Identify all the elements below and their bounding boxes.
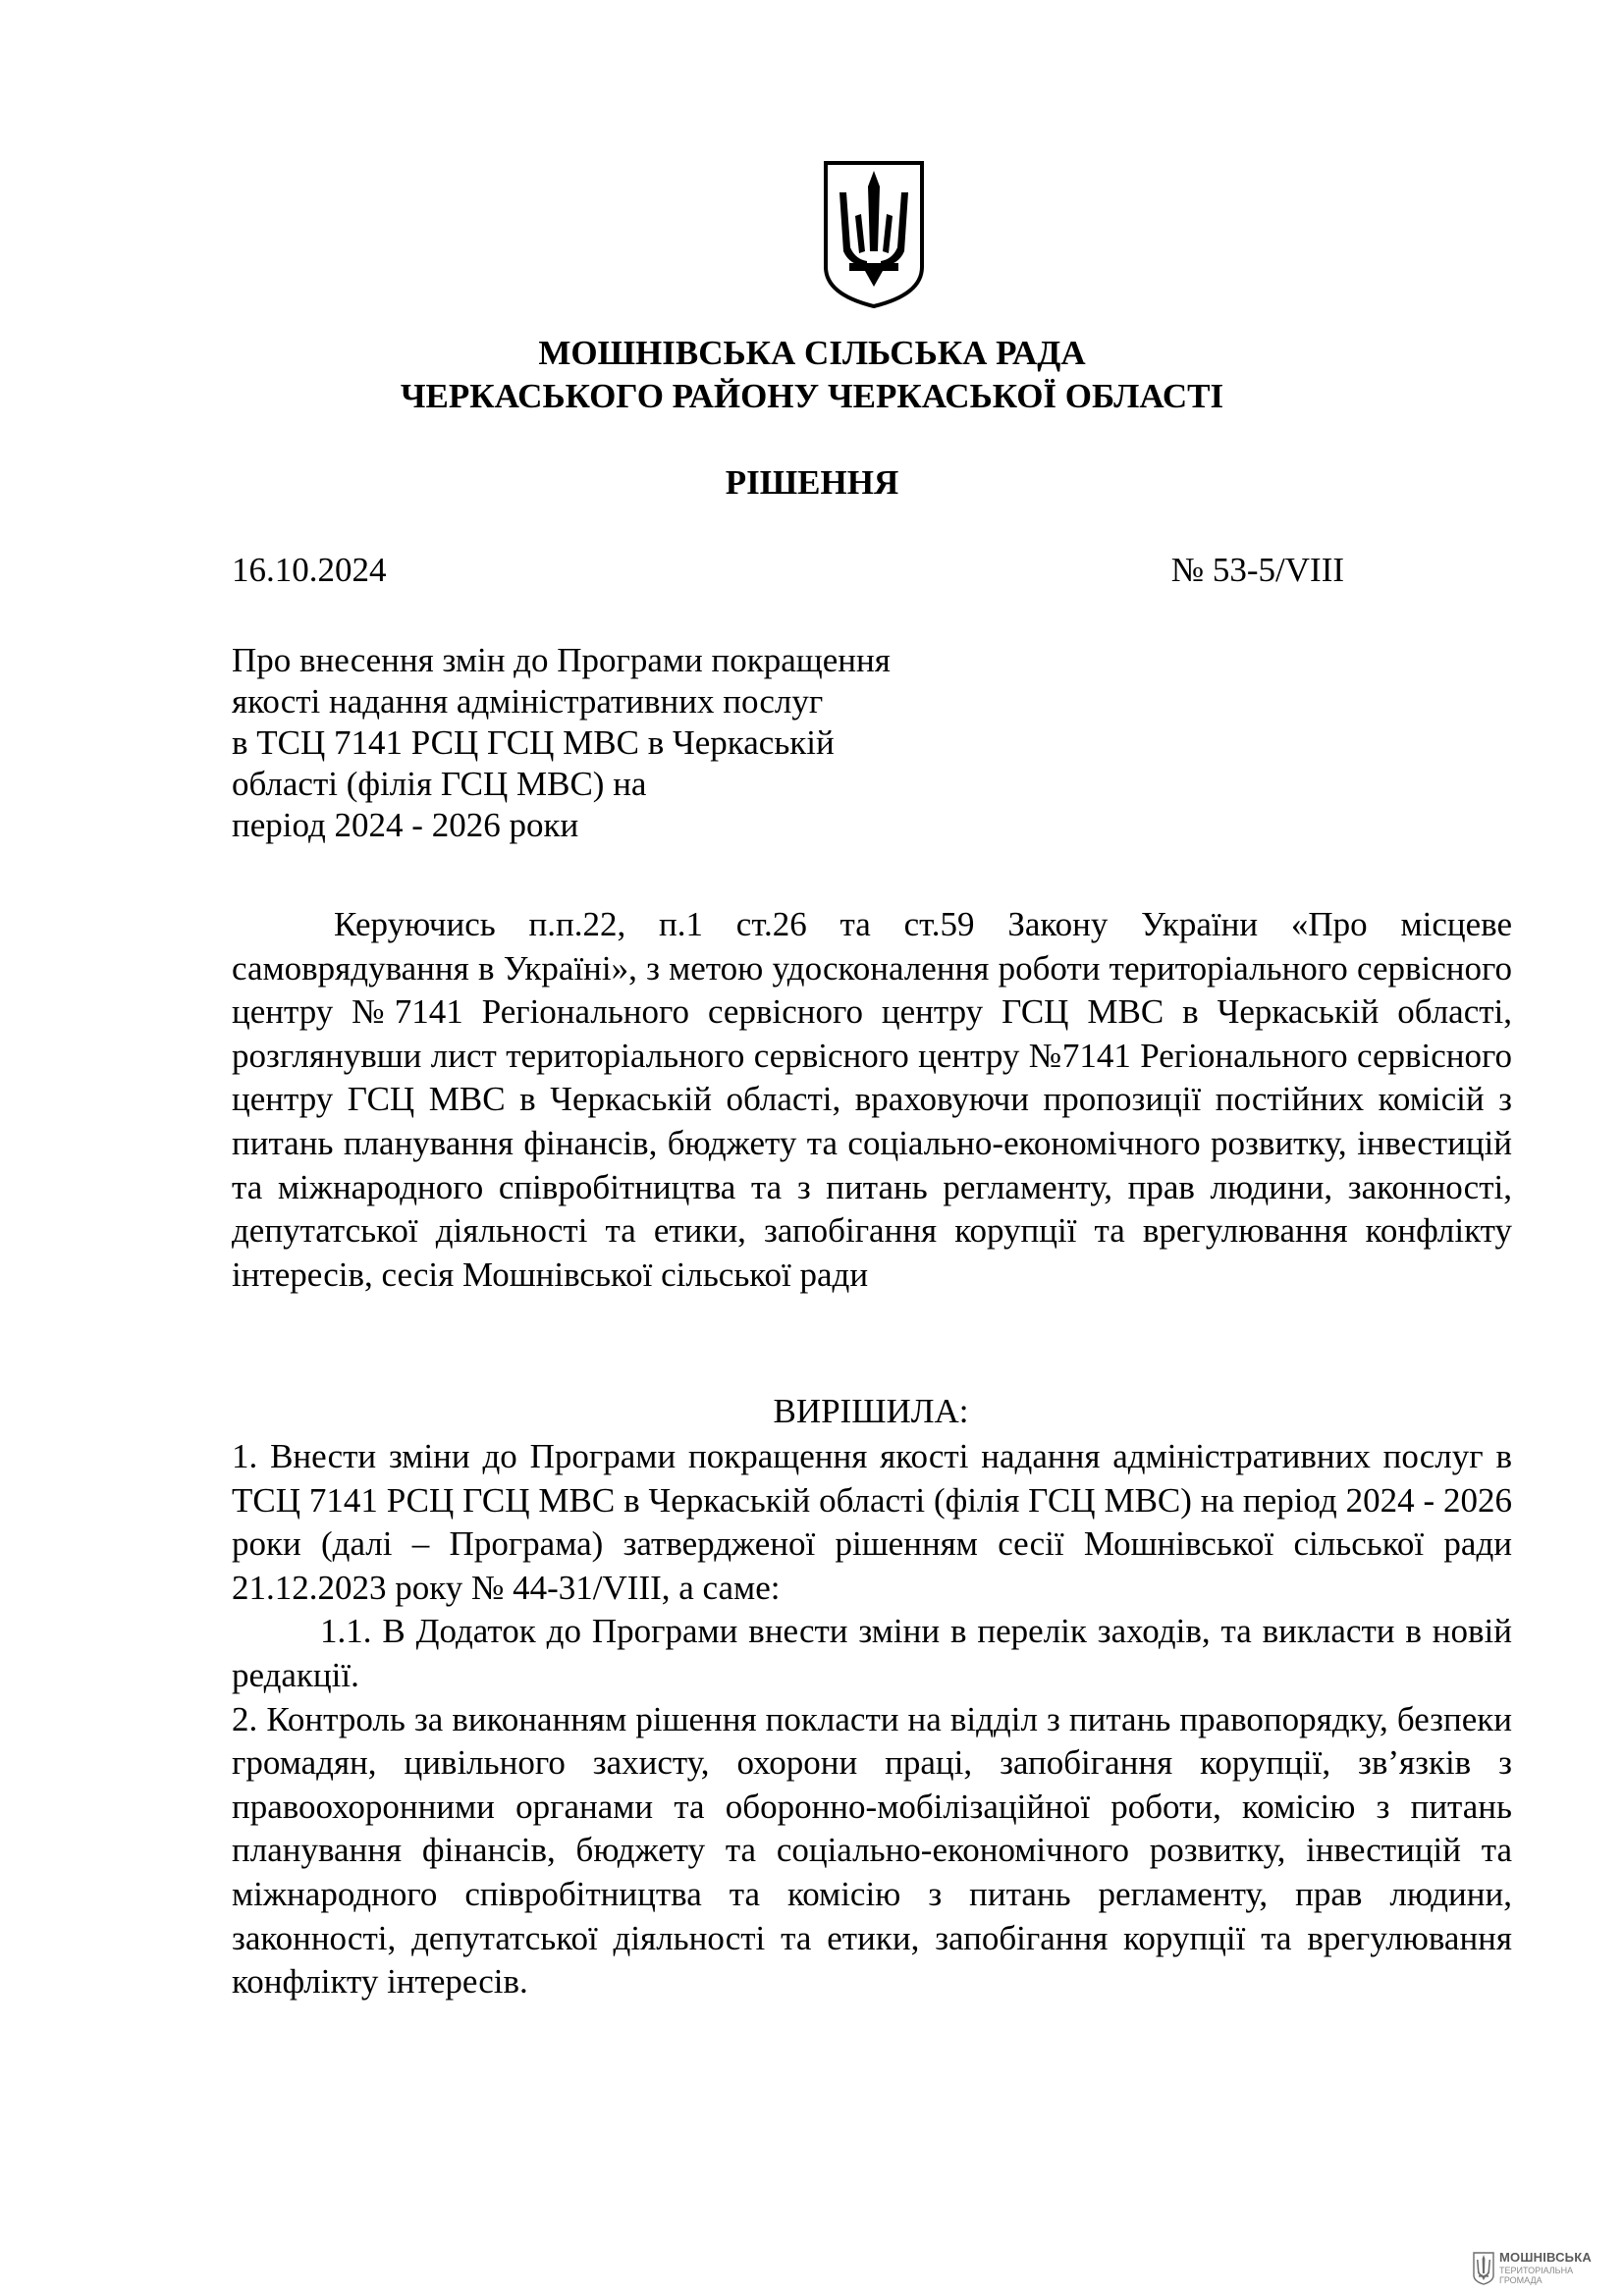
document-type-title: РІШЕННЯ [725, 463, 899, 502]
subject-line: області (філія ГСЦ МВС) на [232, 765, 647, 803]
watermark-title: МОШНІВСЬКА [1499, 2250, 1592, 2265]
watermark-subtitle-line: ГРОМАДА [1499, 2275, 1543, 2285]
trident-small-icon [1473, 2252, 1494, 2285]
preamble-paragraph: Керуючись п.п.22, п.1 ст.26 та ст.59 Закону України «Про місцеве самоврядування в Україні», з метою удосконалення роботи територіального сервісного центру №7141 Регіонального сервісного центру ГСЦ МВС в Черкаській області, розглянувши лист територіального сервісного центру №7141 Регіонального сервісного центру ГСЦ МВС в Черкаській області, враховуючи пропозиції постійних комісій з питань планування фінансів, бюджету та соціально-економічного розвитку, інвестицій та міжнародного співробітництва та з питань регламенту, прав людини, законності, депутатської діяльності та етики, запобігання корупції та врегулювання конфлікту інтересів, сесія Мошнівської сільської ради [232, 905, 1512, 1294]
item-1: 1. Внести зміни до Програми покращення якості надання адміністративних послуг в ТСЦ 7141 РСЦ ГСЦ МВС в Черкаській області (філія ГСЦ МВС) на період 2024 - 2026 роки (далі – Програма) затвердженої рішенням сесії Мошнівської сільської ради 21.12.2023 року № 44-31/VIII, а саме: [232, 1437, 1512, 1607]
council-district: ЧЕРКАСЬКОГО РАЙОНУ ЧЕРКАСЬКОЇ ОБЛАСТІ [400, 377, 1224, 415]
item-2: 2. Контроль за виконанням рішення покласти на відділ з питань правопорядку, безпеки громадян, цивільного захисту, охорони праці, запобігання корупції, зв’язків з правоохоронними органами та оборонно-мобілізаційної роботи, комісію з питань планування фінансів, бюджету та соціально-економічного розвитку, інвестицій та міжнародного співробітництва та комісію з питань регламенту, прав людини, законності, депутатської діяльності та етики, запобігання корупції та врегулювання конфлікту інтересів. [232, 1699, 1512, 2002]
decision-items [232, 1435, 1512, 2004]
subject-line: якості надання адміністративних послуг [232, 682, 824, 721]
resolved-heading: ВИРІШИЛА: [773, 1392, 969, 1430]
decision-number: № 53-5/VIII [1170, 551, 1344, 589]
decision-subject [232, 640, 1037, 846]
subject-line: Про внесення змін до Програми покращення [232, 641, 891, 679]
council-name: МОШНІВСЬКА СІЛЬСЬКА РАДА [538, 334, 1086, 372]
decision-date: 16.10.2024 [232, 551, 387, 589]
community-watermark [1473, 2248, 1610, 2291]
subject-line: період 2024 - 2026 роки [232, 806, 579, 844]
item-1-1: 1.1. В Додаток до Програми внести зміни в перелік заходів, та викласти в новій редакції. [232, 1612, 1512, 1694]
trident-coat-of-arms-icon [820, 157, 928, 312]
watermark-subtitle [1499, 2266, 1578, 2285]
subject-line: в ТСЦ 7141 РСЦ ГСЦ МВС в Черкаській [232, 723, 835, 762]
watermark-subtitle-line: ТЕРИТОРІАЛЬНА [1499, 2266, 1574, 2275]
